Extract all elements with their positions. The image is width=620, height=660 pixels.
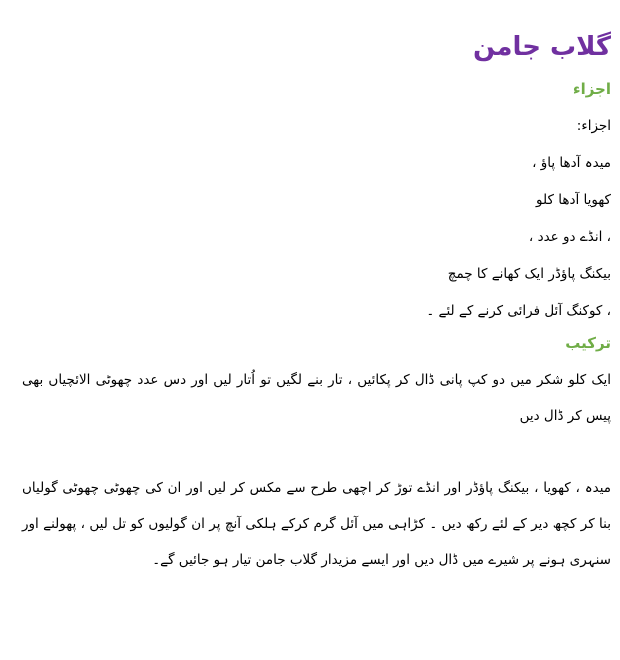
ingredient-item: بیکنگ پاؤڈر ایک کھانے کا چمچ [447,266,611,282]
ingredients-heading: اجزاء [572,80,611,98]
method-paragraph: ایک کلو شکر میں دو کپ پانی ڈال کر پکائیں ، تار بنے لگیں تو اُتار لیں اور دس عدد چھوٹی الائچیاں بھی پیس کر ڈال دیں [22,372,611,424]
method-heading: ترکیب [565,334,611,352]
method-paragraph: میدہ ، کھویا ، بیکنگ پاؤڈر اور انڈے توڑ کر اچھی طرح سے مکس کر لیں اور ان کی چھوٹی چھوٹی گولیاں بنا کر کچھ دیر کے لئے رکھ دیں ۔ کڑاہی میں آئل گرم کرکے ہلکی آنچ پر ان گولیوں کو تل لیں ، پھولنے اور سنہری ہونے پر شیرے میں ڈال دیں اور ایسے مزیدار گلاب جامن تیار ہو جائیں گے۔ [22,480,611,568]
recipe-title: گلاب جامن [472,32,611,62]
ingredient-item: میدہ آدھا پاؤ ، [532,155,611,171]
ingredient-item: ، انڈے دو عدد ، [528,229,611,245]
ingredients-label: اجزاء: [576,118,611,134]
ingredient-item: کھویا آدھا کلو [536,192,611,208]
ingredient-item: ، کوکنگ آئل فرائی کرنے کے لئے ۔ [426,303,611,319]
